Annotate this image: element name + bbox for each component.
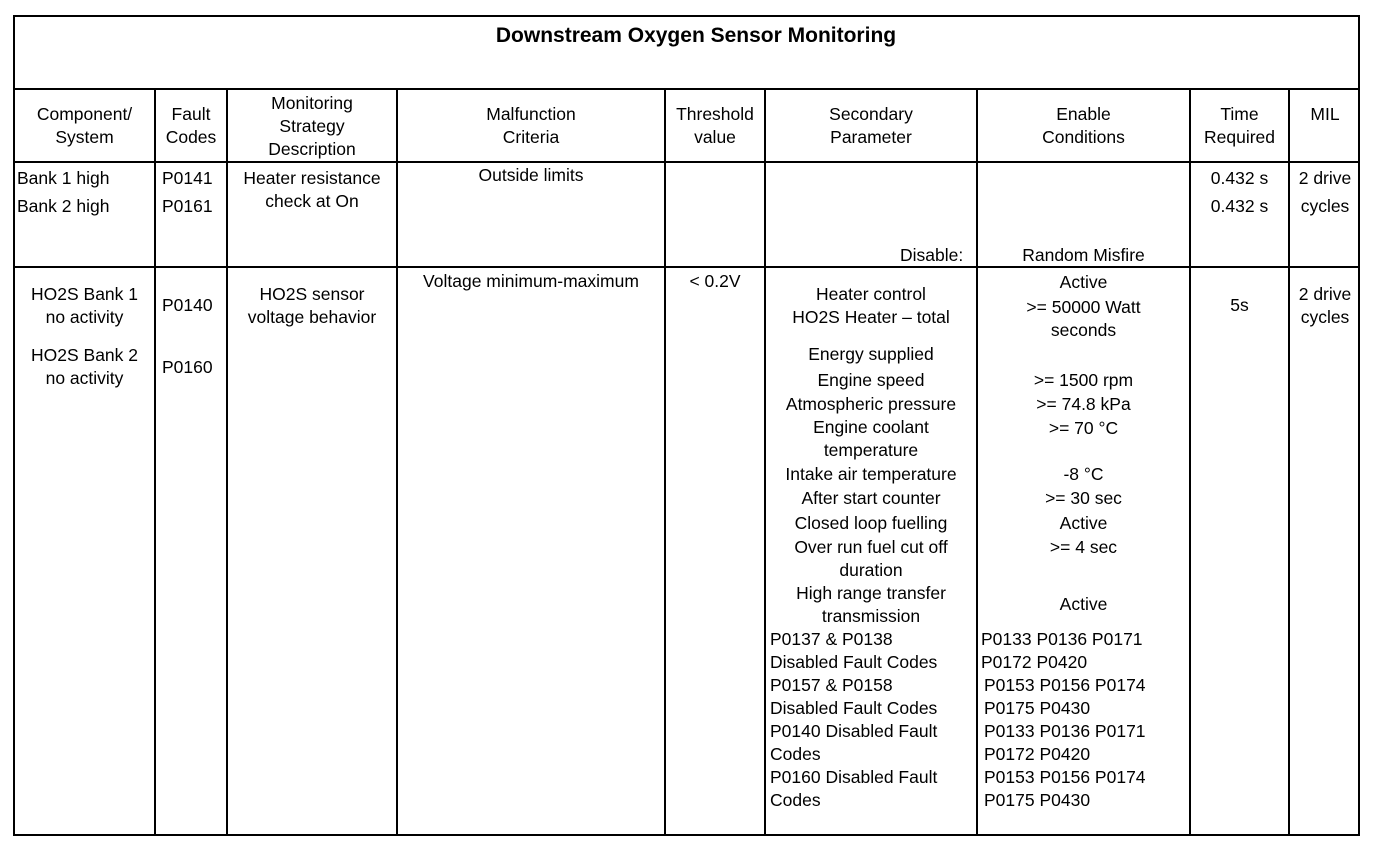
- enable-condition: Active: [1059, 513, 1108, 533]
- row1-fault-codes: P0141 P0161: [162, 168, 213, 216]
- secondary-param: P0160 Disabled Fault Codes: [770, 767, 938, 810]
- enable-condition: >= 50000 Watt seconds: [1026, 297, 1141, 340]
- header-enable: Enable Conditions: [1042, 104, 1125, 147]
- enable-condition: P0133 P0136 P0171 P0172 P0420: [981, 629, 1143, 672]
- secondary-param: Atmospheric pressure: [785, 394, 957, 414]
- title-divider: [13, 88, 1360, 90]
- enable-condition: >= 30 sec: [1045, 488, 1122, 508]
- header-threshold: Threshold value: [676, 104, 754, 147]
- secondary-param: Engine speed: [817, 370, 925, 390]
- enable-condition: P0153 P0156 P0174 P0175 P0430: [984, 767, 1146, 810]
- column-divider: [154, 89, 156, 836]
- header-divider: [13, 161, 1360, 163]
- row2-malfunction: Voltage minimum-maximum: [423, 271, 639, 291]
- header-mil: MIL: [1310, 104, 1340, 124]
- column-divider: [396, 89, 398, 836]
- header-fault-codes: Fault Codes: [165, 104, 217, 147]
- secondary-param: High range transfer transmission: [796, 583, 946, 626]
- row1-malfunction: Outside limits: [478, 165, 584, 185]
- header-time: Time Required: [1203, 104, 1276, 147]
- row2-strategy: HO2S sensor voltage behavior: [247, 284, 377, 327]
- enable-condition: >= 70 °C: [1048, 418, 1119, 438]
- header-strategy: Monitoring Strategy Description: [268, 93, 356, 159]
- enable-condition: P0153 P0156 P0174 P0175 P0430: [984, 675, 1146, 718]
- enable-condition: >= 74.8 kPa: [1036, 394, 1131, 414]
- enable-condition: Active: [1059, 272, 1108, 292]
- row1-secondary: Disable:: [900, 245, 964, 265]
- row2-fault-bank1: P0140: [162, 295, 213, 315]
- enable-condition: -8 °C: [1063, 464, 1104, 484]
- secondary-param: Intake air temperature: [785, 464, 957, 484]
- row1-time: 0.432 s 0.432 s: [1210, 168, 1269, 216]
- secondary-param: Heater control HO2S Heater – total: [792, 284, 950, 327]
- enable-condition: P0133 P0136 P0171 P0172 P0420: [984, 721, 1146, 764]
- enable-condition: >= 1500 rpm: [1033, 370, 1134, 390]
- secondary-param: Over run fuel cut off duration: [794, 537, 948, 580]
- row2-component-bank2: HO2S Bank 2 no activity: [31, 345, 138, 388]
- secondary-param: P0157 & P0158 Disabled Fault Codes: [770, 675, 938, 718]
- row1-enable: Random Misfire: [1022, 245, 1145, 265]
- secondary-param: P0137 & P0138 Disabled Fault Codes: [770, 629, 938, 672]
- header-secondary: Secondary Parameter: [829, 104, 913, 147]
- row2-component-bank1: HO2S Bank 1 no activity: [31, 284, 138, 327]
- row2-threshold: < 0.2V: [689, 271, 741, 291]
- enable-condition: Active: [1059, 594, 1108, 614]
- secondary-param: P0140 Disabled Fault Codes: [770, 721, 938, 764]
- row1-mil: 2 drive cycles: [1298, 168, 1352, 216]
- secondary-param: Engine coolant temperature: [813, 417, 929, 460]
- row2-fault-bank2: P0160: [162, 357, 213, 377]
- page-title: Downstream Oxygen Sensor Monitoring: [495, 24, 897, 47]
- secondary-param: After start counter: [801, 488, 941, 508]
- row2-time: 5s: [1230, 295, 1249, 315]
- column-divider: [664, 89, 666, 836]
- secondary-param: Energy supplied: [808, 344, 934, 364]
- enable-condition: >= 4 sec: [1049, 537, 1118, 557]
- row1-strategy: Heater resistance check at On: [243, 168, 381, 211]
- header-malfunction: Malfunction Criteria: [486, 104, 576, 147]
- header-component: Component/ System: [36, 104, 133, 147]
- row1-component: Bank 1 high Bank 2 high: [17, 168, 110, 216]
- row2-mil: 2 drive cycles: [1298, 284, 1352, 327]
- secondary-param: Closed loop fuelling: [794, 513, 948, 533]
